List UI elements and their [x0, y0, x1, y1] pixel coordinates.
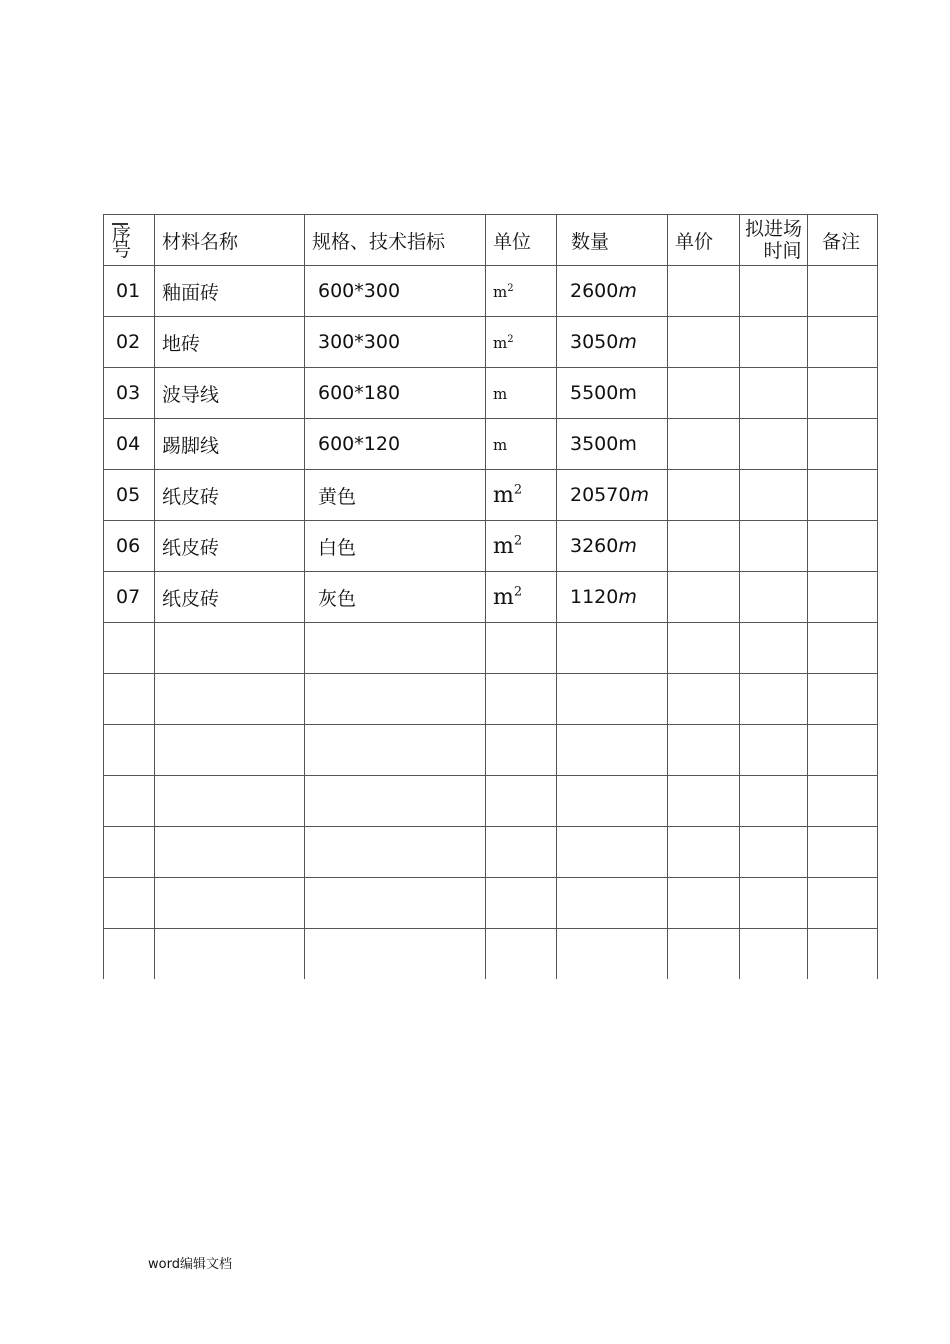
- table-row-empty: [104, 929, 878, 980]
- cell-empty: [486, 623, 557, 674]
- cell-arrival: [740, 572, 808, 623]
- cell-unit: $m^2$: [486, 266, 557, 317]
- cell-no: 04: [104, 419, 155, 470]
- cell-price: [668, 419, 740, 470]
- cell-spec: 白色: [305, 521, 486, 572]
- cell-empty: [740, 929, 808, 980]
- materials-table-body: [104, 215, 878, 980]
- cell-unit: $m^2$: [486, 470, 557, 521]
- table-row: [104, 521, 878, 572]
- cell-empty: [557, 878, 668, 929]
- cell-empty: [668, 929, 740, 980]
- cell-empty: [486, 878, 557, 929]
- cell-empty: [808, 674, 878, 725]
- cell-spec: 黄色: [305, 470, 486, 521]
- cell-remark: [808, 470, 878, 521]
- cell-empty: [557, 623, 668, 674]
- cell-price: [668, 368, 740, 419]
- cell-remark: [808, 317, 878, 368]
- cell-name: 波导线: [155, 368, 305, 419]
- cell-remark: [808, 572, 878, 623]
- cell-no: 05: [104, 470, 155, 521]
- cell-empty: [740, 827, 808, 878]
- cell-empty: [155, 929, 305, 980]
- table-row: [104, 419, 878, 470]
- table-row: [104, 470, 878, 521]
- cell-name: 纸皮砖: [155, 470, 305, 521]
- cell-empty: [808, 827, 878, 878]
- cell-arrival: [740, 317, 808, 368]
- cell-empty: [104, 674, 155, 725]
- header-unit: 单位: [486, 215, 557, 266]
- cell-price: [668, 266, 740, 317]
- cell-empty: [740, 674, 808, 725]
- cell-price: [668, 317, 740, 368]
- cell-qty: 5500m: [557, 368, 668, 419]
- cell-empty: [668, 725, 740, 776]
- cell-spec: 600*180: [305, 368, 486, 419]
- cell-empty: [305, 776, 486, 827]
- cell-empty: [155, 674, 305, 725]
- cell-empty: [808, 878, 878, 929]
- cell-unit: $m^2$: [486, 521, 557, 572]
- table-row-empty: [104, 878, 878, 929]
- table-row: [104, 317, 878, 368]
- materials-table: [103, 214, 878, 979]
- cell-unit: m: [486, 368, 557, 419]
- cell-empty: [740, 725, 808, 776]
- cell-no: 07: [104, 572, 155, 623]
- cell-spec: 300*300: [305, 317, 486, 368]
- cell-qty: 3260m: [557, 521, 668, 572]
- cell-empty: [486, 929, 557, 980]
- cell-arrival: [740, 419, 808, 470]
- cell-empty: [557, 827, 668, 878]
- cell-empty: [808, 776, 878, 827]
- table-row-empty: [104, 674, 878, 725]
- cell-empty: [104, 725, 155, 776]
- table-row-empty: [104, 827, 878, 878]
- cell-empty: [155, 776, 305, 827]
- header-no: 序号: [104, 215, 155, 266]
- cell-arrival: [740, 470, 808, 521]
- cell-empty: [104, 929, 155, 980]
- cell-arrival: [740, 368, 808, 419]
- table-row-empty: [104, 623, 878, 674]
- cell-empty: [305, 827, 486, 878]
- cell-empty: [305, 725, 486, 776]
- cell-unit: m: [486, 419, 557, 470]
- cell-empty: [808, 929, 878, 980]
- cell-unit: $m^2$: [486, 572, 557, 623]
- cell-no: 02: [104, 317, 155, 368]
- cell-remark: [808, 266, 878, 317]
- cell-empty: [486, 827, 557, 878]
- cell-empty: [486, 674, 557, 725]
- header-price: 单价: [668, 215, 740, 266]
- cell-name: 纸皮砖: [155, 572, 305, 623]
- cell-no: 01: [104, 266, 155, 317]
- cell-price: [668, 470, 740, 521]
- cell-qty: 1120m: [557, 572, 668, 623]
- header-arrival: 拟进场 时间: [740, 215, 808, 266]
- cell-empty: [557, 776, 668, 827]
- cell-no: 06: [104, 521, 155, 572]
- cell-empty: [486, 776, 557, 827]
- footer-note: word编辑文档: [148, 1257, 232, 1272]
- cell-empty: [557, 725, 668, 776]
- header-qty: 数量: [557, 215, 668, 266]
- cell-empty: [155, 827, 305, 878]
- cell-empty: [557, 929, 668, 980]
- cell-qty: 20570m: [557, 470, 668, 521]
- cell-no: 03: [104, 368, 155, 419]
- cell-empty: [305, 878, 486, 929]
- cell-empty: [740, 878, 808, 929]
- header-remark: 备注: [808, 215, 878, 266]
- cell-empty: [305, 674, 486, 725]
- cell-name: 纸皮砖: [155, 521, 305, 572]
- cell-unit: $m^2$: [486, 317, 557, 368]
- cell-name: 地砖: [155, 317, 305, 368]
- cell-empty: [486, 725, 557, 776]
- cell-empty: [305, 623, 486, 674]
- table-row: [104, 266, 878, 317]
- cell-empty: [104, 827, 155, 878]
- cell-empty: [155, 725, 305, 776]
- cell-spec: 灰色: [305, 572, 486, 623]
- cell-price: [668, 572, 740, 623]
- cell-name: 踢脚线: [155, 419, 305, 470]
- cell-empty: [104, 878, 155, 929]
- cell-spec: 600*120: [305, 419, 486, 470]
- cell-empty: [740, 776, 808, 827]
- cell-qty: 3500m: [557, 419, 668, 470]
- cell-qty: 2600m: [557, 266, 668, 317]
- cell-remark: [808, 521, 878, 572]
- cell-empty: [808, 725, 878, 776]
- cell-spec: 600*300: [305, 266, 486, 317]
- cell-arrival: [740, 521, 808, 572]
- cell-empty: [668, 776, 740, 827]
- table-row-empty: [104, 725, 878, 776]
- cell-empty: [808, 623, 878, 674]
- cell-remark: [808, 419, 878, 470]
- cell-empty: [740, 623, 808, 674]
- cell-empty: [104, 776, 155, 827]
- cell-remark: [808, 368, 878, 419]
- cell-price: [668, 521, 740, 572]
- cell-empty: [668, 623, 740, 674]
- table-row-empty: [104, 776, 878, 827]
- cell-empty: [668, 878, 740, 929]
- table-row: [104, 572, 878, 623]
- cell-empty: [155, 878, 305, 929]
- cell-empty: [668, 827, 740, 878]
- header-spec: 规格、技术指标: [305, 215, 486, 266]
- cell-empty: [557, 674, 668, 725]
- cell-empty: [155, 623, 305, 674]
- cell-name: 釉面砖: [155, 266, 305, 317]
- cell-empty: [305, 929, 486, 980]
- header-row: [104, 215, 878, 266]
- cell-empty: [104, 623, 155, 674]
- cell-qty: 3050m: [557, 317, 668, 368]
- cell-empty: [668, 674, 740, 725]
- table-row: [104, 368, 878, 419]
- cell-arrival: [740, 266, 808, 317]
- header-name: 材料名称: [155, 215, 305, 266]
